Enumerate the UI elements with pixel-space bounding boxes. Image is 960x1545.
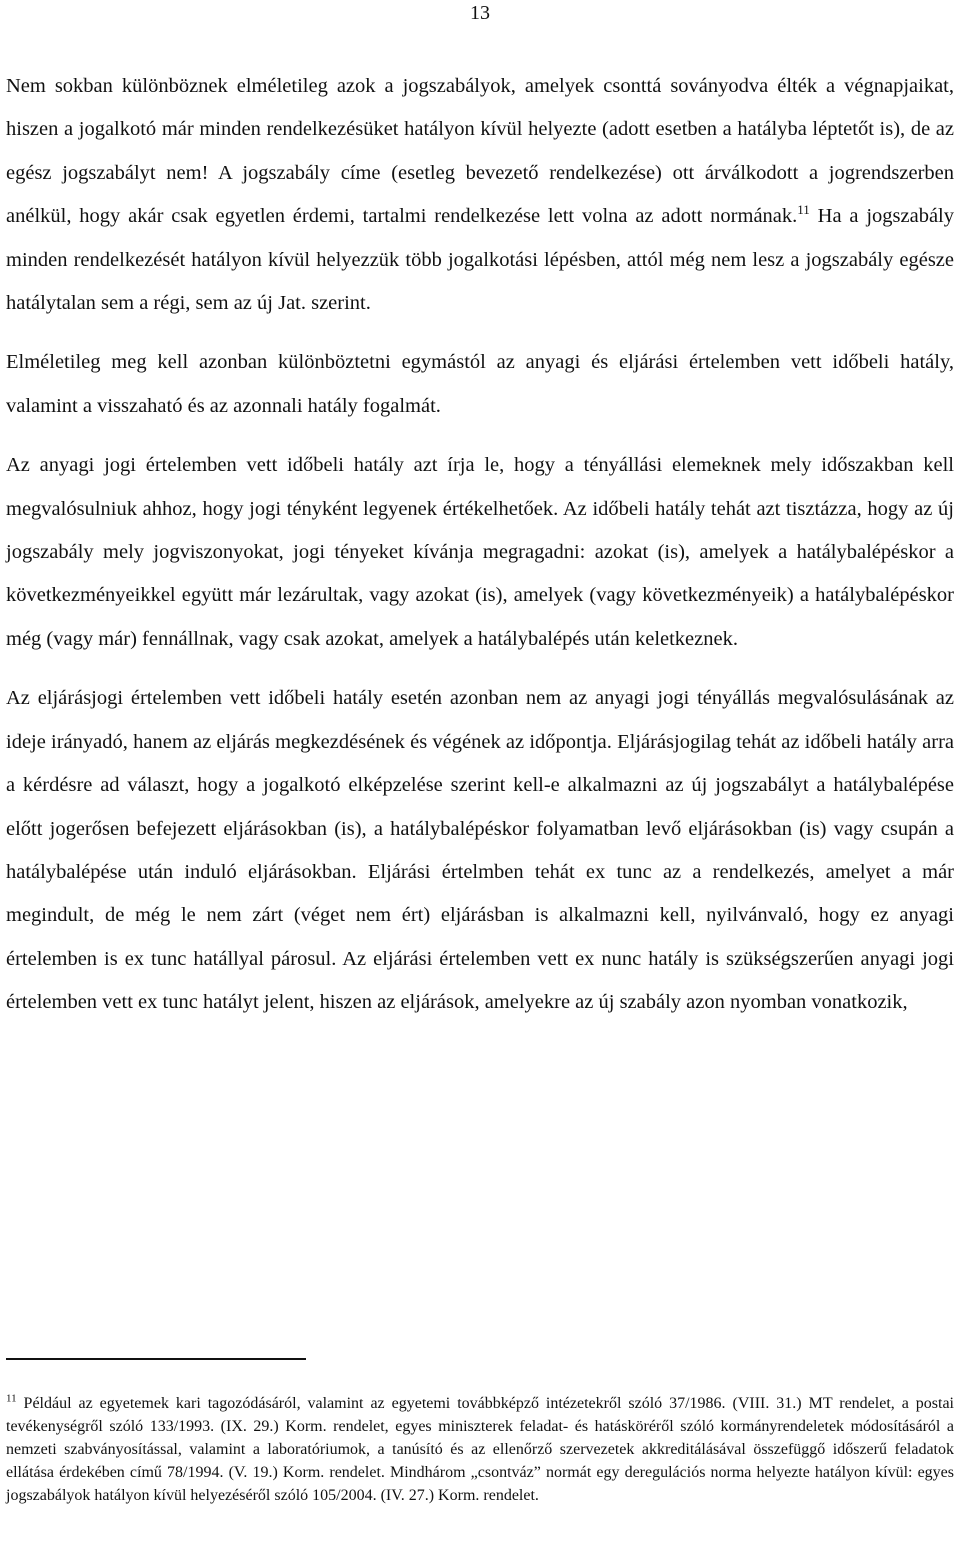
paragraph-1-text: Nem sokban különböznek elméletileg azok a jogszabályok, amelyek csonttá soványodva élték a végnapjaikat, hiszen a jogalkotó már minden rendelkezésüket hatályon kívül helyezte (adott esetben a hatályba léptetőt is), de az egész jogszabályt nem! A jogszabály címe (esetleg bevezető rendelkezése) ott árválkodott a jogrendszerben anélkül, hogy akár csak egyetlen érdemi, tartalmi rendelkezése lett volna az adott normának. [6,75,954,228]
footnote-reference[interactable]: 11 [797,202,810,218]
footnote-text: Például az egyetemek kari tagozódásáról, valamint az egyetemi továbbképző intézetekről szóló 37/1986. (VIII. 31.) MT rendelet, a postai tevékenységről szóló 133/1993. (IX. 29.) Korm. rendelet, egyes miniszterek feladat- és hatásköréről szóló kormányrendeletek módosításáról a nemzeti szabványosítással, valamint a laboratóriumok, a tanúsító és az ellenőrző szervezetek akkreditálásával összefüggő időszerű feladatok ellátása érdekében című 78/1994. (V. 19.) Korm. rendelet. Mindhárom „csontváz” normát egy deregulációs norma helyezte hatályon kívül: egyes jogszabályok hatályon kívül helyezéséről szóló 105/2004. (IV. 27.) Korm. rendelet. [6,1395,954,1504]
paragraph-3: Az anyagi jogi értelemben vett időbeli hatály azt írja le, hogy a tényállási elemeknek mely időszakban kell megvalósulniuk ahhoz, hogy jogi tényként legyenek értékelhetőek. Az időbeli hatály tehát azt tisztázza, hogy az új jogszabály mely jogviszonyokat, jogi tényeket kívánja megragadni: azokat (is), amelyek a hatálybalépéskor a következményeikkel együtt már lezárultak, vagy azokat (is), amelyek (vagy következményeik) a hatálybalépéskor még (vagy már) fennállnak, vagy csak azokat, amelyek a hatálybalépés után keletkeznek. [6,454,954,650]
paragraph-1 [6,65,954,325]
paragraph-2: Elméletileg meg kell azonban különböztetni egymástól az anyagi és eljárási értelemben vett időbeli hatály, valamint a visszaható és az azonnali hatály fogalmát. [6,351,954,417]
footnote-separator [6,1358,306,1360]
footnote [6,1392,954,1507]
paragraph-1-continuation: Ha a jogszabály minden rendelkezését hatályon kívül helyezzük több jogalkotási lépésben, attól még nem lesz a jogszabály egésze hatálytalan sem a régi, sem az új Jat. szerint. [6,205,954,315]
page-number: 13 [470,2,490,24]
paragraph-4: Az eljárásjogi értelemben vett időbeli hatály esetén azonban nem az anyagi jogi tényállás megvalósulásának az ideje irányadó, hanem az eljárás megkezdésének és végének az időpontja. Eljárásjogilag tehát az időbeli hatály arra a kérdésre ad választ, hogy a jogalkotó elképzelése szerint kell-e alkalmazni az új jogszabályt a hatálybalépése előtt jogerősen befejezett eljárásokban (is), a hatálybalépéskor folyamatban levő eljárásokban (is) vagy csupán a hatálybalépése után induló eljárásokban. Eljárási értelmben tehát ex tunc az a rendelkezés, amelyet a már megindult, de még le nem zárt (véget nem ért) eljárásban is alkalmazni kell, nyilvánvaló, hogy ez anyagi értelemben is ex tunc hatállyal párosul. Az eljárási értelemben vett ex nunc hatály is szükségszerűen anyagi jogi értelemben vett ex tunc hatályt jelent, hiszen az eljárások, amelyekre az új szabály azon nyomban vonatkozik, [6,687,954,1014]
body-text [6,65,954,1041]
footnote-number: 11 [6,1392,17,1405]
